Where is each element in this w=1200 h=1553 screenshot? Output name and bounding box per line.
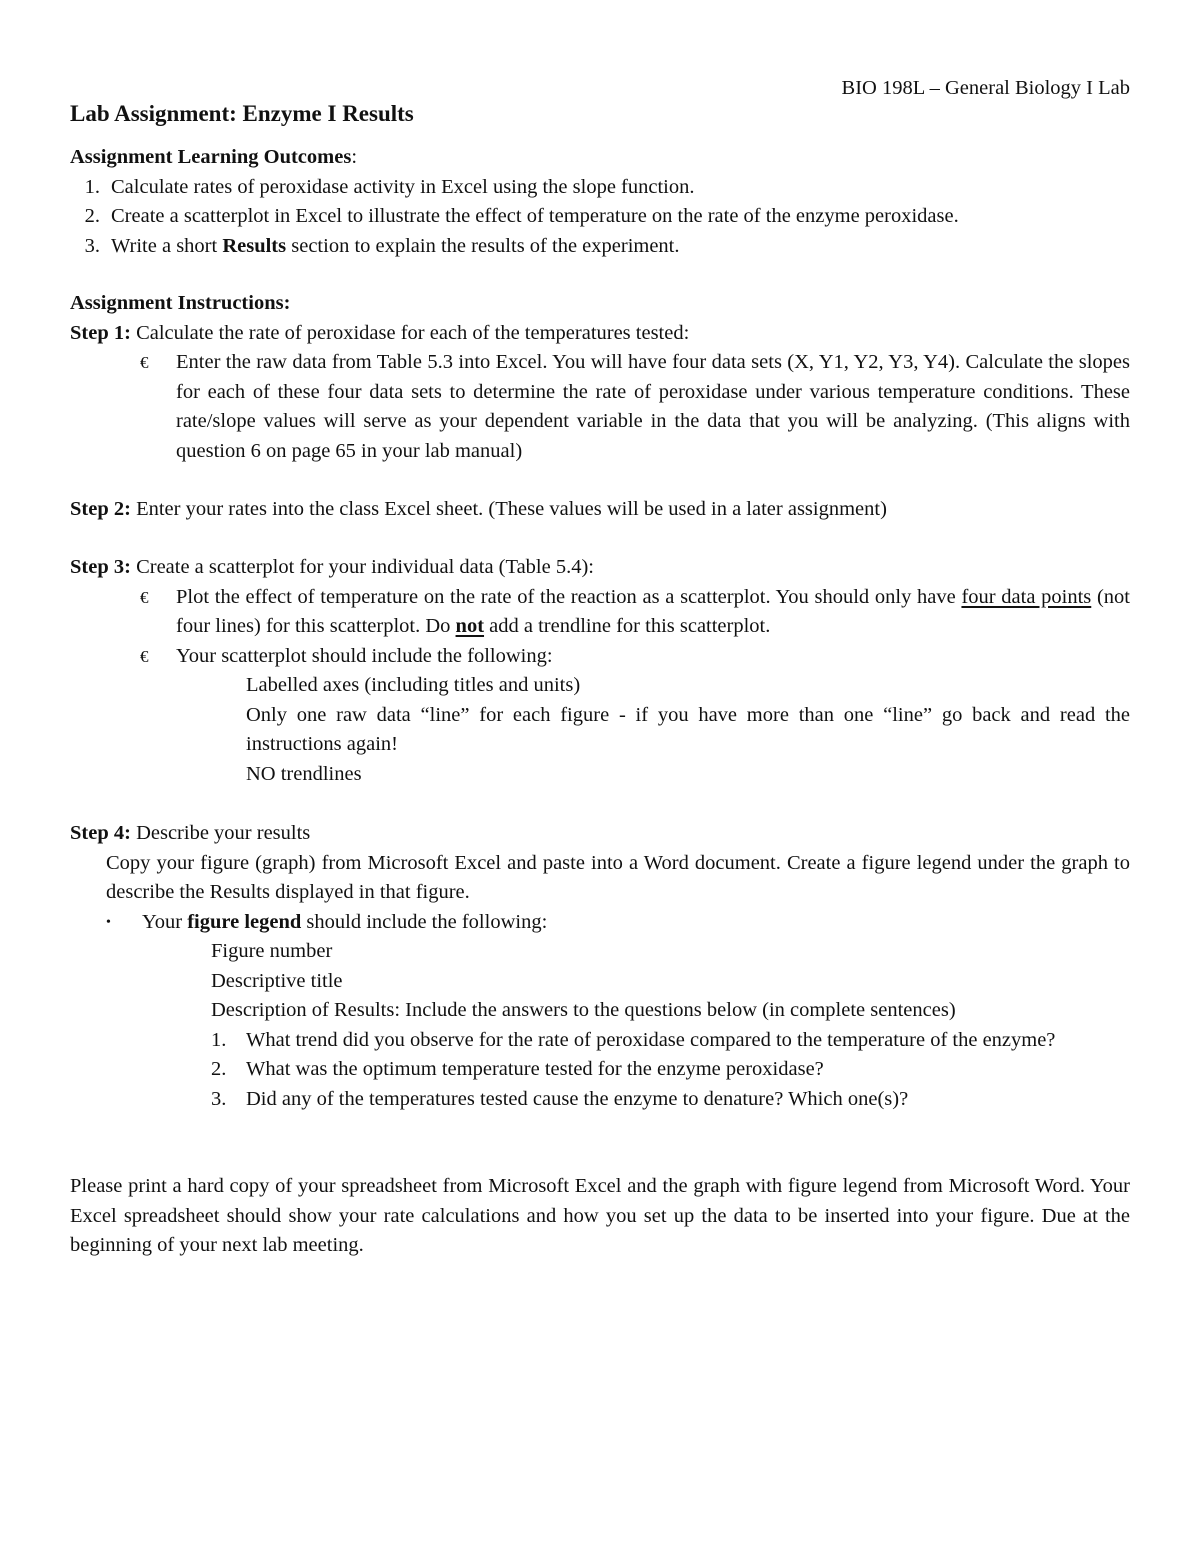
dot-bullet-icon: • <box>106 914 111 930</box>
euro-bullet-icon: € <box>140 646 149 666</box>
step2-section: Step 2: Enter your rates into the class Excel sheet. (These values will be used in a later assignment) <box>70 498 887 520</box>
step3-subitem: Labelled axes (including titles and units) <box>246 674 581 696</box>
question-item: 2. What was the optimum temperature tested for the enzyme peroxidase? <box>211 1058 824 1080</box>
outcome-item: 2. Create a scatterplot in Excel to illustrate the effect of temperature on the rate of the enzyme peroxidase. <box>84 205 959 227</box>
euro-bullet-icon: € <box>140 353 149 372</box>
closing-section <box>70 1172 1130 1261</box>
step3-subitem: NO trendlines <box>246 762 362 785</box>
question-item: 1. What trend did you observe for the rate of peroxidase compared to the temperature of the enzyme? <box>211 1028 1056 1051</box>
course-header: BIO 198L – General Biology I Lab <box>841 77 1130 99</box>
outcome-item: 1. Calculate rates of peroxidase activity in Excel using the slope function. <box>84 175 695 198</box>
step1-section <box>70 289 1130 466</box>
step3-line: Step 3: Create a scatterplot for your individual data (Table 5.4): <box>70 556 594 578</box>
step3-bullet-include: € Your scatterplot should include the following: <box>70 642 1130 672</box>
page-title: Lab Assignment: Enzyme I Results <box>70 101 414 126</box>
outcome-item: 3. Write a short Results section to explain the results of the experiment. <box>84 234 680 257</box>
step4-paragraph: Copy your figure (graph) from Microsoft Excel and paste into a Word document. Create a figure legend under the graph to describe the Results displayed in that figure. <box>106 851 1130 903</box>
step4-line: Step 4: Describe your results <box>70 822 311 844</box>
outcomes-heading: Assignment Learning Outcomes: <box>70 146 358 168</box>
step1-line: Step 1: Calculate the rate of peroxidase for each of the temperatures tested: <box>70 321 690 344</box>
step3-section <box>70 553 1130 789</box>
legend-item: Description of Results: Include the answers to the questions below (in complete sentences) <box>211 999 956 1021</box>
step3-subitem: Only one raw data “line” for each figure - if you have more than one “line” go back and read the instructions again! <box>246 703 1130 755</box>
legend-bullet: • Your figure legend should include the following: <box>70 908 1130 938</box>
legend-item: Figure number <box>211 940 333 962</box>
step1-bullet: € Enter the raw data from Table 5.3 into Excel. You will have four data sets (X, Y1, Y2, Y3, Y4). Calculate the slopes for each of these four data sets to determine the rate of peroxidase under various temperature conditions. These rate/slope values will serve as your dependent variable in the data that you will be analyzing. (This aligns with question 6 on page 65 in your lab manual) <box>70 348 1130 466</box>
euro-bullet-icon: € <box>140 587 149 607</box>
instructions-heading: Assignment Instructions: <box>70 292 291 314</box>
legend-item: Descriptive title <box>211 969 343 992</box>
question-item: 3. Did any of the temperatures tested cause the enzyme to denature? Which one(s)? <box>211 1087 909 1110</box>
step3-bullet-plot: € Plot the effect of temperature on the rate of the reaction as a scatterplot. You should only have four data points (not four lines) for this scatterplot. Do not add a trendline for this scatterplot. <box>70 583 1130 642</box>
step4-section <box>70 819 1130 1114</box>
closing-paragraph: Please print a hard copy of your spreadsheet from Microsoft Excel and the graph with figure legend from Microsoft Word. Your Excel spreadsheet should show your rate calculations and how you set up the data to be inserted into your figure. Due at the beginning of your next lab meeting. <box>70 1175 1130 1256</box>
outcomes-section <box>70 143 1130 261</box>
